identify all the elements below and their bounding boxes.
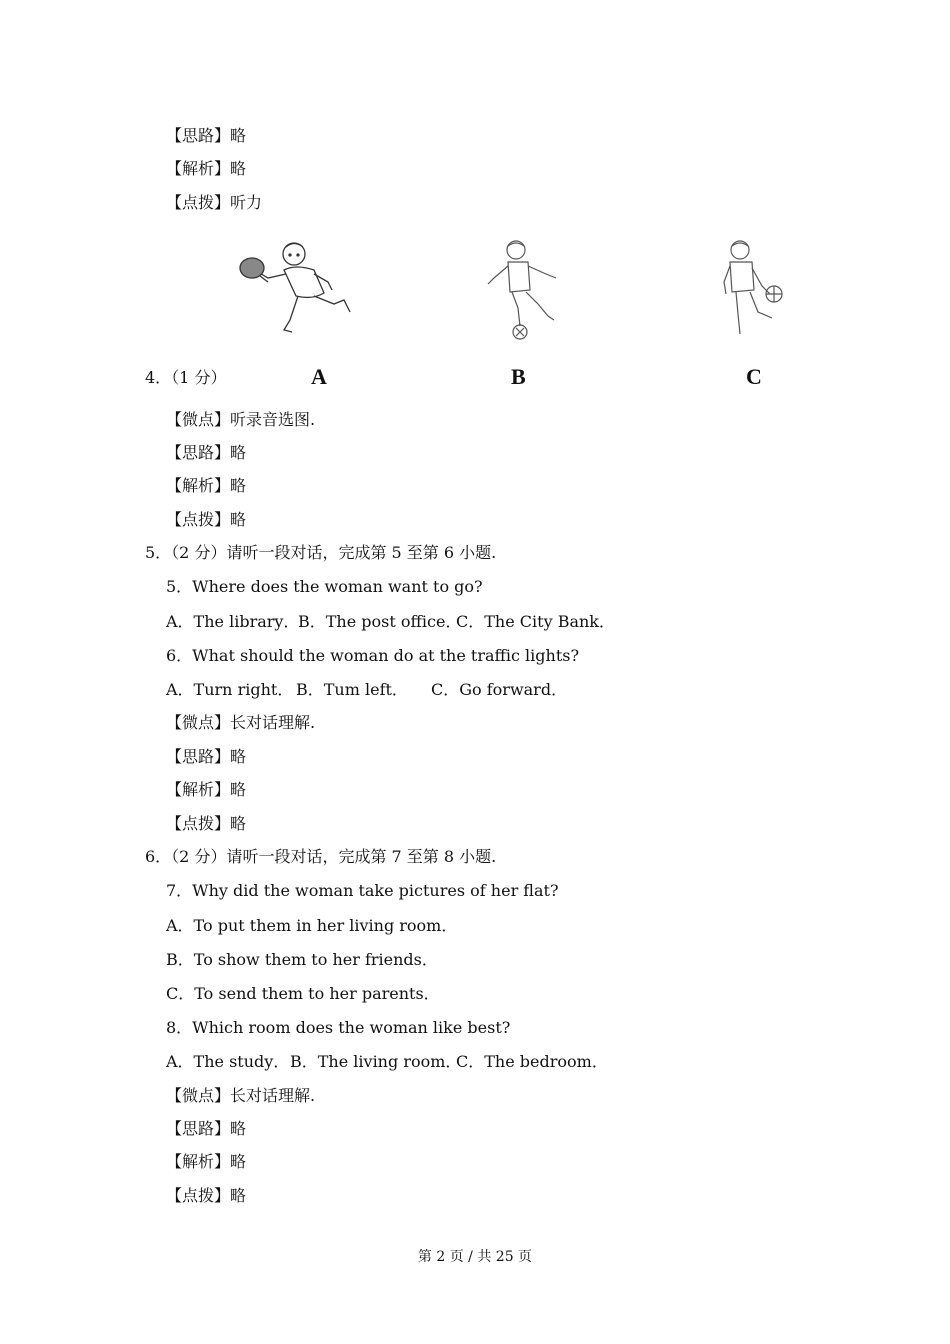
option-c: C．The City Bank． (456, 612, 615, 631)
option-a: A．To put them in her living room． (166, 916, 458, 935)
option-c: C．Go forward． (431, 680, 568, 699)
dianbo-line: 【点拨】略 (166, 510, 247, 529)
option-a: A．The library． (166, 612, 300, 631)
silu-line: 【思路】略 (166, 747, 247, 766)
subquestion-8: 8．Which room does the woman like best? (166, 1018, 511, 1037)
subquestion-7: 7．Why did the woman take pictures of her flat? (166, 881, 559, 900)
jiexi-line: 【解析】略 (166, 780, 247, 799)
figure-label-b: B (511, 364, 526, 389)
figure-label-a: A (311, 364, 327, 389)
figure-label-c: C (746, 364, 762, 389)
jiexi-line: 【解析】略 (166, 1152, 247, 1171)
silu-line: 【思路】略 (166, 126, 247, 145)
option-b: B．The living room． (290, 1052, 462, 1071)
basketball-player-figure (718, 238, 790, 342)
dianbo-line: 【点拨】略 (166, 1186, 247, 1205)
silu-line: 【思路】略 (166, 443, 247, 462)
weidian-line: 【微点】长对话理解. (166, 1086, 316, 1105)
subquestion-5: 5．Where does the woman want to go? (166, 577, 483, 596)
weidian-line: 【微点】听录音选图. (166, 410, 316, 429)
option-a: A．Turn right． (166, 680, 294, 699)
silu-line: 【思路】略 (166, 1119, 247, 1138)
option-b: B．Tum left． (296, 680, 408, 699)
dianbo-line: 【点拨】略 (166, 814, 247, 833)
question-6-header: 6．（2 分）请听一段对话，完成第 7 至第 8 小题. (145, 847, 497, 866)
option-a: A．The study． (166, 1052, 290, 1071)
option-c: C．To send them to her parents． (166, 984, 440, 1003)
option-c: C．The bedroom． (456, 1052, 608, 1071)
question-5-header: 5．（2 分）请听一段对话，完成第 5 至第 6 小题. (145, 543, 497, 562)
page-footer: 第 2 页 / 共 25 页 (417, 1249, 533, 1265)
jiexi-line: 【解析】略 (166, 159, 247, 178)
soccer-player-figure (484, 238, 569, 342)
subquestion-6: 6．What should the woman do at the traffic lights? (166, 646, 580, 665)
option-b: B．To show them to her friends． (166, 950, 438, 969)
weidian-line: 【微点】长对话理解. (166, 713, 316, 732)
dianbo-line: 【点拨】听力 (166, 193, 263, 212)
tennis-player-figure (232, 238, 362, 346)
option-b: B．The post office． (298, 612, 462, 631)
question-4-number: 4．（1 分） (145, 368, 227, 387)
jiexi-line: 【解析】略 (166, 476, 247, 495)
